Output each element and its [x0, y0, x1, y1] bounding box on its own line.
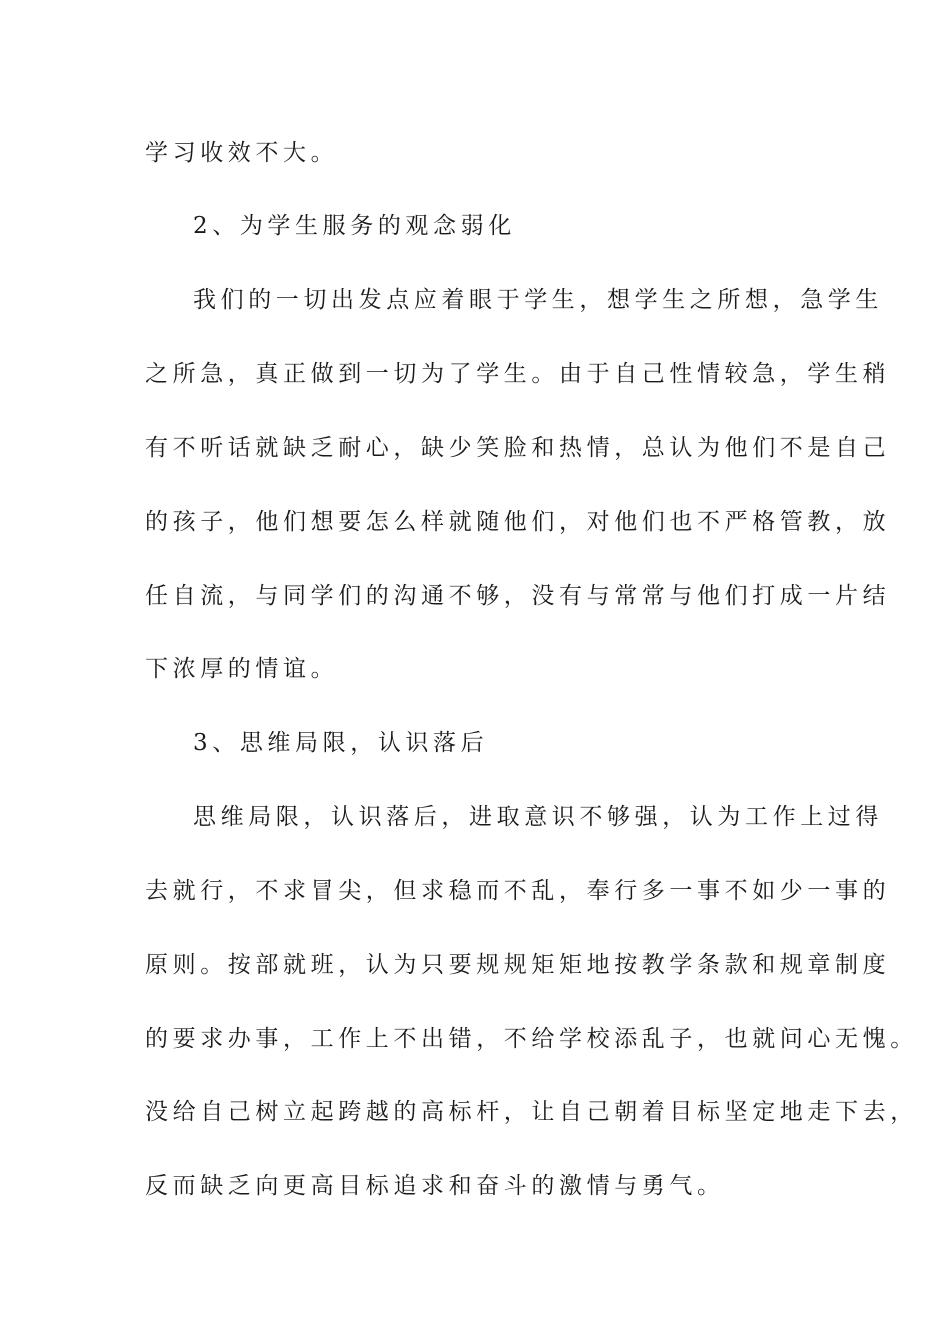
paragraph-line: 学习收效不大。 [145, 140, 339, 166]
paragraph-line: 之所急，真正做到一切为了学生。由于自己性情较急，学生稍 [145, 361, 891, 387]
paragraph-line: 没给自己树立起跨越的高标杆，让自己朝着目标坚定地走下去， [145, 1099, 918, 1125]
paragraph-line: 的要求办事，工作上不出错，不给学校添乱子，也就问心无愧。 [145, 1026, 918, 1052]
paragraph-line: 任自流，与同学们的沟通不够，没有与常常与他们打成一片结 [145, 583, 891, 609]
paragraph-line: 去就行，不求冒尖，但求稳而不乱，奉行多一事不如少一事的 [145, 878, 891, 904]
paragraph-line: 我们的一切出发点应着眼于学生，想学生之所想，急学生 [193, 287, 883, 313]
section-heading: 3、思维局限，认识落后 [193, 730, 489, 756]
paragraph-line: 的孩子，他们想要怎么样就随他们，对他们也不严格管教，放 [145, 509, 891, 535]
paragraph-line: 思维局限，认识落后，进取意识不够强，认为工作上过得 [193, 804, 883, 830]
section-heading: 2、为学生服务的观念弱化 [193, 213, 516, 239]
paragraph-line: 原则。按部就班，认为只要规规矩矩地按教学条款和规章制度 [145, 952, 891, 978]
paragraph-line: 有不听话就缺乏耐心，缺少笑脸和热情，总认为他们不是自己 [145, 435, 891, 461]
paragraph-line: 反而缺乏向更高目标追求和奋斗的激情与勇气。 [145, 1173, 725, 1199]
paragraph-line: 下浓厚的情谊。 [145, 656, 339, 682]
